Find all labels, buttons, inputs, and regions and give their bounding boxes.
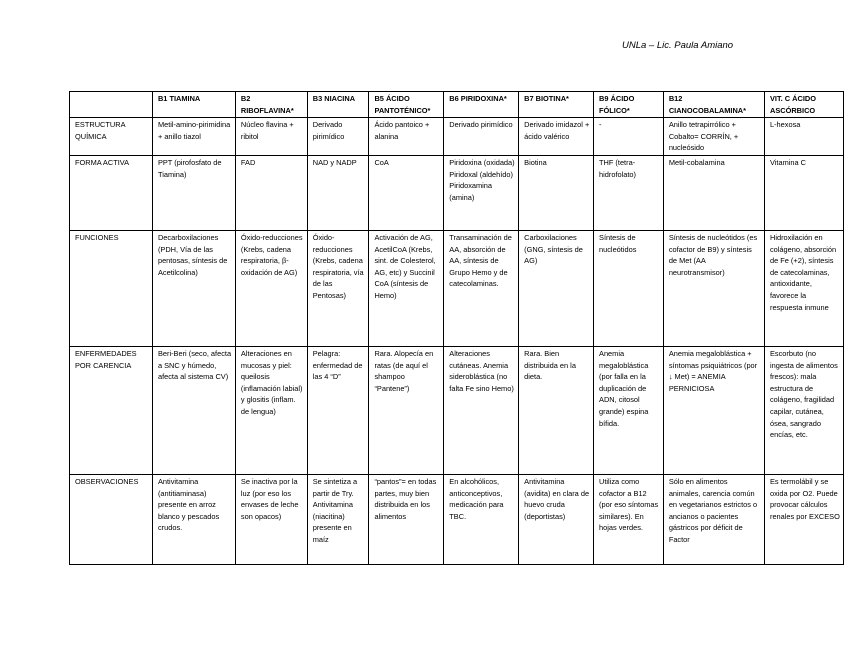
- table-cell: FAD: [235, 155, 307, 230]
- table-cell: Carboxilaciones (GNG, síntesis de AG): [519, 230, 594, 346]
- table-cell: Antivitamina (avidita) en clara de huevo cruda (deportistas): [519, 474, 594, 564]
- table-cell: Anemia megaloblástica (por falla en la duplicación de ADN, citosol grande) espina bífida.: [594, 346, 664, 474]
- header-row: [70, 92, 844, 118]
- row-label: ESTRUCTURA QUÍMICA: [70, 118, 153, 156]
- table-cell: L-hexosa: [764, 118, 843, 156]
- table-cell: NAD y NADP: [307, 155, 369, 230]
- table-row: [70, 474, 844, 564]
- table-cell: Núcleo flavina + ribitol: [235, 118, 307, 156]
- table-cell: Se sintetiza a partir de Try. Antivitamina (niacitina) presente en maíz: [307, 474, 369, 564]
- column-header-vit-c: VIT. C ÁCIDO ASCÓRBICO: [764, 92, 843, 118]
- table-cell: “pantos”= en todas partes, muy bien distribuida en los alimentos: [369, 474, 444, 564]
- table-cell: Alteraciones en mucosas y piel: queilosis (inflamación labial) y glositis (inflam. de lengua): [235, 346, 307, 474]
- column-header-b12: B12 CIANOCOBALAMINA*: [663, 92, 764, 118]
- table-cell: -: [594, 118, 664, 156]
- table-cell: Activación de AG, AcetilCoA (Krebs, sint. de Colesterol, AG, etc) y Succinil CoA (síntesis de Hemo): [369, 230, 444, 346]
- table-cell: Metil-cobalamina: [663, 155, 764, 230]
- column-header-b2: B2 RIBOFLAVINA*: [235, 92, 307, 118]
- table-cell: THF (tetra-hidrofolato): [594, 155, 664, 230]
- table-row: [70, 155, 844, 230]
- table-cell: CoA: [369, 155, 444, 230]
- table-row: [70, 230, 844, 346]
- table-cell: Antivitamina (antitiaminasa) presente en arroz blanco y pescados crudos.: [152, 474, 235, 564]
- table-cell: Rara. Bien distribuida en la dieta.: [519, 346, 594, 474]
- table-cell: Pelagra: enfermedad de las 4 “D”: [307, 346, 369, 474]
- vitamins-table: [69, 91, 844, 565]
- table-cell: Sólo en alimentos animales, carencia común en vegetarianos estrictos o ancianos o pacientes gástricos por déficit de Factor: [663, 474, 764, 564]
- table-cell: Síntesis de nucleótidos (es cofactor de B9) y síntesis de Met (AA neurotransmisor): [663, 230, 764, 346]
- table-cell: Metil-amino-pirimidina + anillo tiazol: [152, 118, 235, 156]
- table-cell: Ácido pantoico + alanina: [369, 118, 444, 156]
- table-cell: En alcohólicos, anticonceptivos, medicación para TBC.: [444, 474, 519, 564]
- table-row: [70, 118, 844, 156]
- table-cell: Anillo tetrapirrólico + Cobalto= CORRÍN, + nucleósido: [663, 118, 764, 156]
- row-label: FORMA ACTIVA: [70, 155, 153, 230]
- row-label: OBSERVACIONES: [70, 474, 153, 564]
- table-cell: Vitamina C: [764, 155, 843, 230]
- table-cell: Derivado imidazol + ácido valérico: [519, 118, 594, 156]
- table-cell: Beri-Beri (seco, afecta a SNC y húmedo, afecta al sistema CV): [152, 346, 235, 474]
- column-header-b5: B5 ÁCIDO PANTOTÉNICO*: [369, 92, 444, 118]
- table-cell: Óxido-reducciones (Krebs, cadena respiratoria, β-oxidación de AG): [235, 230, 307, 346]
- row-label: FUNCIONES: [70, 230, 153, 346]
- column-header-b9: B9 ÁCIDO FÓLICO*: [594, 92, 664, 118]
- table-cell: PPT (pirofosfato de Tiamina): [152, 155, 235, 230]
- table-cell: Rara. Alopecía en ratas (de aquí el shampoo “Pantene”): [369, 346, 444, 474]
- table-cell: Síntesis de nucleótidos: [594, 230, 664, 346]
- table-cell: Hidroxilación en colágeno, absorción de Fe (+2), síntesis de catecolaminas, antioxidante, favorece la respuesta inmune: [764, 230, 843, 346]
- column-header-empty: [70, 92, 153, 118]
- column-header-b1: B1 TIAMINA: [152, 92, 235, 118]
- table-cell: Piridoxina (oxidada) Piridoxal (aldehído) Piridoxamina (amina): [444, 155, 519, 230]
- column-header-b7: B7 BIOTINA*: [519, 92, 594, 118]
- table-cell: Se inactiva por la luz (por eso los envases de leche son opacos): [235, 474, 307, 564]
- table-cell: Anemia megaloblástica + síntomas psiquiátricos (por ↓ Met) = ANEMIA PERNICIOSA: [663, 346, 764, 474]
- table-cell: Escorbuto (no ingesta de alimentos frescos): mala estructura de colágeno, fragilidad capilar, cutánea, ósea, sangrado encías, etc.: [764, 346, 843, 474]
- header-note: UNLa – Lic. Paula Amiano: [622, 40, 734, 51]
- table-cell: Alteraciones cutáneas. Anemia sideroblástica (no falta Fe sino Hemo): [444, 346, 519, 474]
- column-header-b3: B3 NIACINA: [307, 92, 369, 118]
- table-cell: Óxido-reducciones (Krebs, cadena respiratoria, vía de las Pentosas): [307, 230, 369, 346]
- table-cell: Decarboxilaciones (PDH, Vía de las pentosas, síntesis de Acetilcolina): [152, 230, 235, 346]
- table-cell: Es termolábil y se oxida por O2. Puede provocar cálculos renales por EXCESO: [764, 474, 843, 564]
- table-cell: Derivado pirimídico: [307, 118, 369, 156]
- table-cell: Biotina: [519, 155, 594, 230]
- table-cell: Utiliza como cofactor a B12 (por eso síntomas similares). En hojas verdes.: [594, 474, 664, 564]
- row-label: ENFERMEDADES POR CARENCIA: [70, 346, 153, 474]
- table-cell: Derivado pirimídico: [444, 118, 519, 156]
- table-cell: Transaminación de AA, absorción de AA, síntesis de Grupo Hemo y de catecolaminas.: [444, 230, 519, 346]
- column-header-b6: B6 PIRIDOXINA*: [444, 92, 519, 118]
- table-row: [70, 346, 844, 474]
